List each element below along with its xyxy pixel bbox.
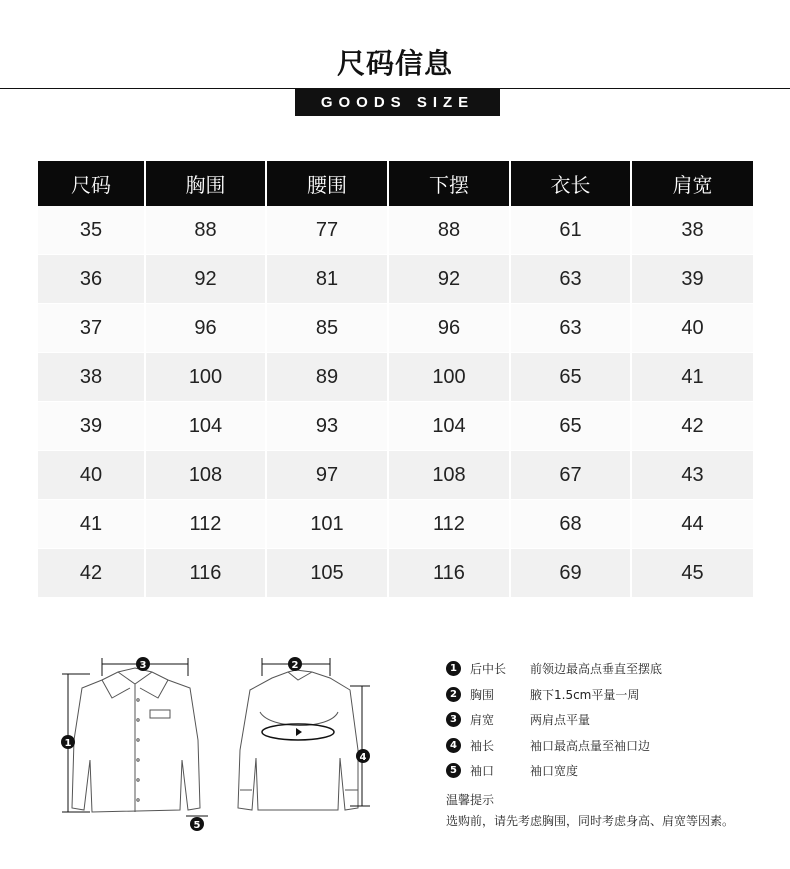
legend-item xyxy=(446,707,776,733)
table-cell: 39 xyxy=(38,402,146,451)
table-cell: 63 xyxy=(511,255,632,304)
table-cell: 61 xyxy=(511,206,632,255)
page-subtitle: GOODS SIZE xyxy=(295,89,500,116)
tips-title: 温馨提示 xyxy=(446,793,495,807)
tips-text: 选购前，请先考虑胸围，同时考虑身高、肩宽等因素。 xyxy=(446,814,735,828)
table-cell: 40 xyxy=(632,304,753,353)
table-cell: 41 xyxy=(38,500,146,549)
header-chest: 胸围 xyxy=(146,161,267,206)
table-cell: 92 xyxy=(146,255,267,304)
legend-description: 袖口最高点量至袖口边 xyxy=(530,738,651,753)
table-cell: 65 xyxy=(511,402,632,451)
shirt-measurement-diagram xyxy=(40,640,440,840)
table-cell: 42 xyxy=(38,549,146,598)
table-cell: 85 xyxy=(267,304,389,353)
tips-section xyxy=(446,791,786,829)
table-cell: 88 xyxy=(146,206,267,255)
table-cell: 96 xyxy=(389,304,511,353)
header-length: 衣长 xyxy=(511,161,632,206)
table-cell: 88 xyxy=(389,206,511,255)
legend-description: 两肩点平量 xyxy=(530,713,591,728)
number-badge: 4 xyxy=(446,738,461,753)
legend-description: 前领边最高点垂直至摆底 xyxy=(530,662,663,677)
table-row xyxy=(38,500,753,549)
legend-item xyxy=(446,758,776,784)
table-row xyxy=(38,451,753,500)
table-cell: 81 xyxy=(267,255,389,304)
table-cell: 67 xyxy=(511,451,632,500)
table-cell: 43 xyxy=(632,451,753,500)
table-cell: 42 xyxy=(632,402,753,451)
svg-text:4: 4 xyxy=(359,752,367,763)
page-title: 尺码信息 xyxy=(336,47,453,80)
table-cell: 38 xyxy=(38,353,146,402)
header-hem: 下摆 xyxy=(389,161,511,206)
svg-text:3: 3 xyxy=(139,660,147,671)
header-shoulder: 肩宽 xyxy=(632,161,753,206)
legend-item xyxy=(446,656,776,682)
table-cell: 77 xyxy=(267,206,389,255)
legend-item xyxy=(446,682,776,708)
legend-name: 后中长 xyxy=(470,662,507,677)
number-badge: 5 xyxy=(446,763,461,778)
legend-item xyxy=(446,733,776,759)
marker-3 xyxy=(136,657,150,671)
marker-2 xyxy=(288,657,302,671)
table-cell: 36 xyxy=(38,255,146,304)
table-cell: 108 xyxy=(389,451,511,500)
table-cell: 68 xyxy=(511,500,632,549)
table-row xyxy=(38,304,753,353)
header-size: 尺码 xyxy=(38,161,146,206)
table-cell: 116 xyxy=(389,549,511,598)
table-row xyxy=(38,353,753,402)
table-cell: 112 xyxy=(389,500,511,549)
table-cell: 63 xyxy=(511,304,632,353)
table-header-row xyxy=(38,161,753,206)
table-cell: 69 xyxy=(511,549,632,598)
table-cell: 100 xyxy=(146,353,267,402)
table-cell: 89 xyxy=(267,353,389,402)
number-badge: 1 xyxy=(446,661,461,676)
legend-name: 胸围 xyxy=(470,687,495,702)
legend-description: 袖口宽度 xyxy=(530,764,579,779)
number-badge: 2 xyxy=(446,687,461,702)
table-cell: 100 xyxy=(389,353,511,402)
table-cell: 104 xyxy=(389,402,511,451)
table-cell: 65 xyxy=(511,353,632,402)
table-cell: 112 xyxy=(146,500,267,549)
number-badge: 3 xyxy=(446,712,461,727)
table-cell: 45 xyxy=(632,549,753,598)
svg-text:2: 2 xyxy=(291,660,299,671)
marker-5 xyxy=(190,817,204,831)
svg-text:5: 5 xyxy=(193,820,201,831)
legend-name: 袖口 xyxy=(470,764,495,779)
table-cell: 38 xyxy=(632,206,753,255)
header-waist: 腰围 xyxy=(267,161,389,206)
table-cell: 108 xyxy=(146,451,267,500)
table-cell: 41 xyxy=(632,353,753,402)
legend-description: 腋下1.5cm平量一周 xyxy=(530,687,640,702)
table-row xyxy=(38,402,753,451)
table-row xyxy=(38,255,753,304)
table-cell: 93 xyxy=(267,402,389,451)
table-cell: 96 xyxy=(146,304,267,353)
table-cell: 116 xyxy=(146,549,267,598)
table-cell: 92 xyxy=(389,255,511,304)
table-cell: 44 xyxy=(632,500,753,549)
svg-text:1: 1 xyxy=(64,738,72,749)
table-row xyxy=(38,549,753,598)
table-row xyxy=(38,206,753,255)
marker-4 xyxy=(356,749,370,763)
measurement-legend xyxy=(446,656,776,784)
table-cell: 35 xyxy=(38,206,146,255)
legend-name: 袖长 xyxy=(470,738,495,753)
front-shirt-illustration xyxy=(72,668,200,812)
table-cell: 37 xyxy=(38,304,146,353)
legend-name: 肩宽 xyxy=(470,713,495,728)
table-cell: 39 xyxy=(632,255,753,304)
table-cell: 101 xyxy=(267,500,389,549)
marker-1 xyxy=(61,735,75,749)
table-cell: 104 xyxy=(146,402,267,451)
table-cell: 105 xyxy=(267,549,389,598)
size-table xyxy=(38,161,753,598)
table-cell: 40 xyxy=(38,451,146,500)
table-cell: 97 xyxy=(267,451,389,500)
